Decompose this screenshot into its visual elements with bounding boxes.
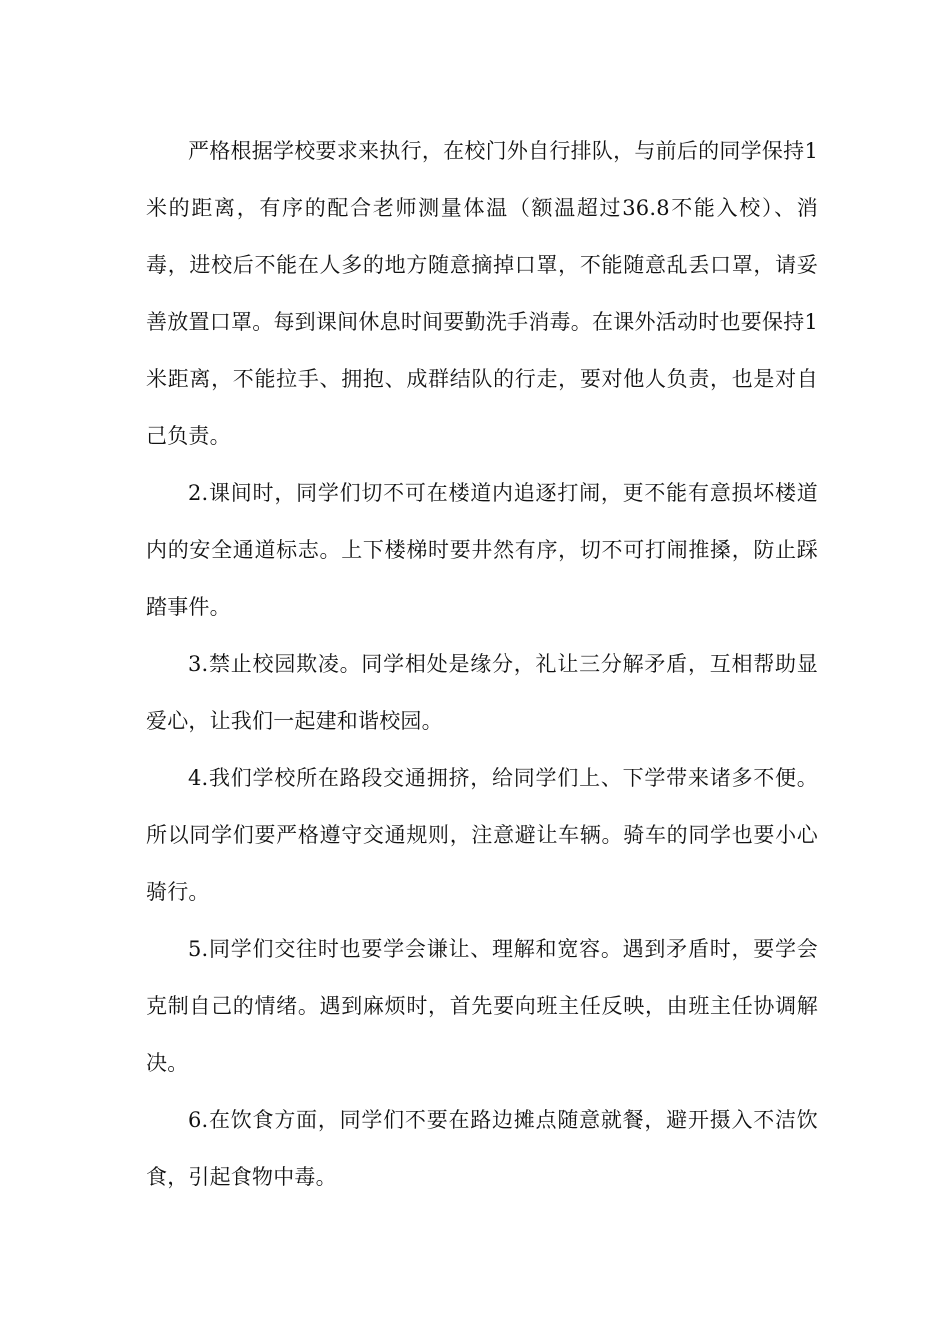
paragraph-item-6: 6.在饮食方面，同学们不要在路边摊点随意就餐，避开摄入不洁饮食，引起食物中毒。 <box>146 1108 818 1189</box>
paragraph-entry-rules: 严格根据学校要求来执行，在校门外自行排队，与前后的同学保持1米的距离，有序的配合老师测量体温（额温超过36.8不能入校）、消毒，进校后不能在人多的地方随意摘掉口罩，不能随意乱丢口罩，请妥善放置口罩。每到课间休息时间要勤洗手消毒。在课外活动时也要保持1米距离，不能拉手、拥抱、成群结队的行走，要对他人负责，也是对自己负责。 <box>146 139 818 448</box>
paragraph-item-3: 3.禁止校园欺凌。同学相处是缘分，礼让三分解矛盾，互相帮助显爱心，让我们一起建和谐校园。 <box>146 652 818 733</box>
paragraph-item-4: 4.我们学校所在路段交通拥挤，给同学们上、下学带来诸多不便。所以同学们要严格遵守交通规则，注意避让车辆。骑车的同学也要小心骑行。 <box>146 766 818 904</box>
paragraph-item-5: 5.同学们交往时也要学会谦让、理解和宽容。遇到矛盾时，要学会克制自己的情绪。遇到麻烦时，首先要向班主任反映，由班主任协调解决。 <box>146 937 818 1075</box>
paragraph-item-2: 2.课间时，同学们切不可在楼道内追逐打闹，更不能有意损坏楼道内的安全通道标志。上下楼梯时要井然有序，切不可打闹推搡，防止踩踏事件。 <box>146 481 818 619</box>
document-body <box>146 123 818 1206</box>
